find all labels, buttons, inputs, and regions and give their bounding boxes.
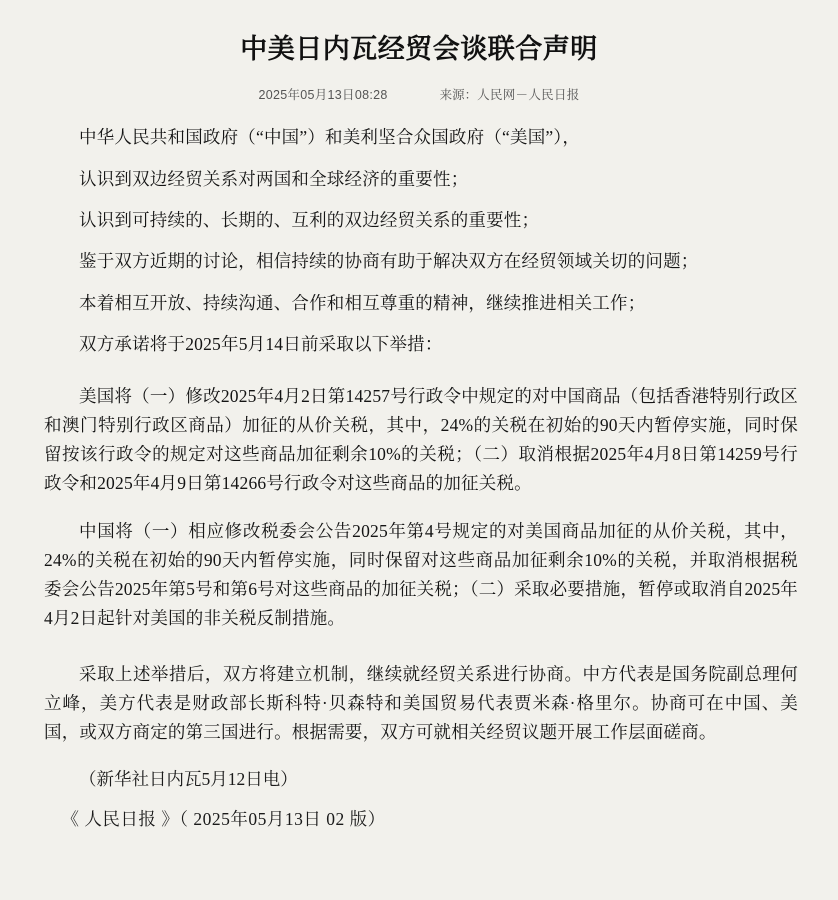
section-spacer — [44, 373, 798, 382]
source-name: 人民网－人民日报 — [477, 88, 580, 103]
publish-date: 2025年05月13日08:28 — [258, 88, 388, 103]
article-meta — [0, 85, 838, 103]
source-wrap — [440, 85, 580, 103]
article-body — [0, 123, 838, 833]
section-spacer — [44, 651, 798, 660]
paragraph: 认识到双边经贸关系对两国和全球经济的重要性； — [79, 168, 469, 189]
source-label: 来源： — [439, 88, 478, 103]
paragraph: 本着相互开放、持续沟通、合作和相互尊重的精神，继续推进相关工作； — [79, 292, 646, 313]
paragraph: 美国将（一）修改2025年4月2日第14257号行政令中规定的对中国商品（包括香港特别行政区和澳门特别行政区商品）加征的从价关税，其中，24%的关税在初始的90天内暂停实施，同时保留按该行政令的规定对这些商品加征剩余10%的关税；（二）取消根据2025年4月8日第14259号行政令和2025年4月9日第14266号行政令对这些商品的加征关税。 — [44, 386, 798, 494]
paragraph: 采取上述举措后，双方将建立机制，继续就经贸关系进行协商。中方代表是国务院副总理何立峰，美方代表是财政部长斯科特·贝森特和美国贸易代表贾米森·格里尔。协商可在中国、美国，或双方商定的第三国进行。根据需要，双方可就相关经贸议题开展工作层面磋商。 — [44, 663, 798, 742]
paragraph: 认识到可持续的、长期的、互利的双边经贸关系的重要性； — [79, 209, 540, 230]
paragraph: 中华人民共和国政府（“中国”）和美利坚合众国政府（“美国”）， — [79, 127, 581, 148]
paragraph: 鉴于双方近期的讨论，相信持续的协商有助于解决双方在经贸领域关切的问题； — [79, 251, 699, 272]
dispatch-line: （新华社日内瓦5月12日电） — [79, 768, 298, 789]
publication-line: 《 人民日报 》（ 2025年05月13日 02 版） — [61, 808, 386, 829]
article-page — [0, 18, 838, 900]
paragraph: 双方承诺将于2025年5月14日前采取以下举措： — [79, 333, 443, 354]
paragraph: 中国将（一）相应修改税委会公告2025年第4号规定的对美国商品加征的从价关税，其中，24%的关税在初始的90天内暂停实施，同时保留对这些商品加征剩余10%的关税，并取消根据税委会公告2025年第5号和第6号对这些商品的加征关税；（二）采取必要措施，暂停或取消自2025年4月2日起针对美国的非关税反制措施。 — [44, 520, 798, 628]
page-title: 中美日内瓦经贸会谈联合声明 — [240, 34, 598, 65]
